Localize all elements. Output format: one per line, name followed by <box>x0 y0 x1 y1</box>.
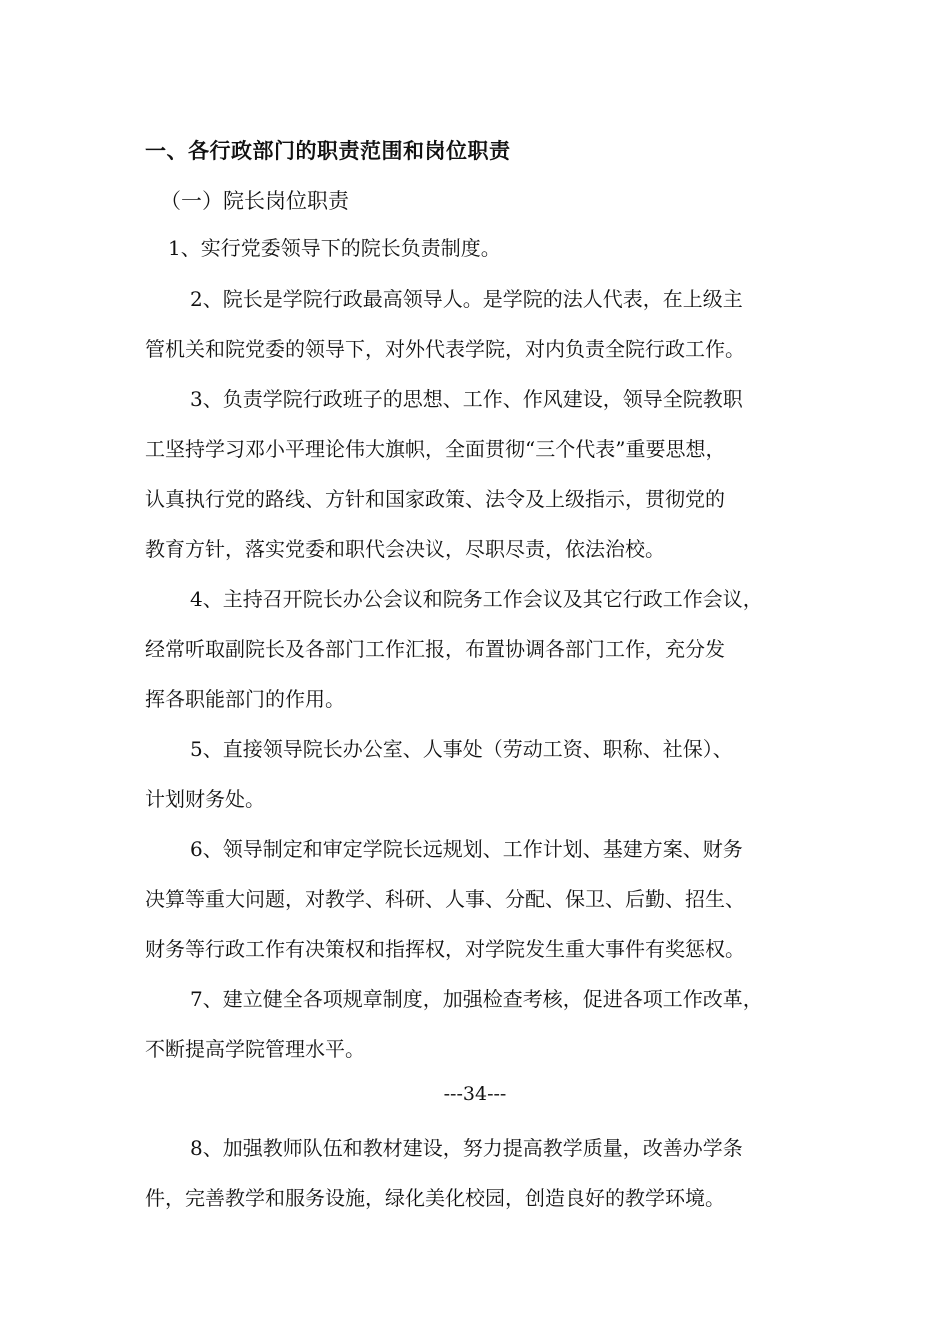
subsection-heading: （一）院长岗位职责 <box>160 189 349 213</box>
paragraph-line: 7、建立健全各项规章制度，加强检查考核，促进各项工作改革， <box>190 987 763 1011</box>
paragraph-line: 4、主持召开院长办公会议和院务工作会议及其它行政工作会议， <box>190 587 763 611</box>
paragraph-line: 8、加强教师队伍和教材建设，努力提高教学质量，改善办学条 <box>190 1136 743 1160</box>
paragraph-line: 不断提高学院管理水平。 <box>145 1037 365 1061</box>
paragraph-line: 2、院长是学院行政最高领导人。是学院的法人代表，在上级主 <box>190 287 743 311</box>
paragraph-line: 管机关和院党委的领导下，对外代表学院，对内负责全院行政工作。 <box>145 337 745 361</box>
paragraph-line: 计划财务处。 <box>145 787 265 811</box>
paragraph-line: 财务等行政工作有决策权和指挥权，对学院发生重大事件有奖惩权。 <box>145 937 745 961</box>
page-number: ---34--- <box>443 1083 507 1105</box>
section-heading: 一、各行政部门的职责范围和岗位职责 <box>145 139 511 163</box>
paragraph-line: 6、领导制定和审定学院长远规划、工作计划、基建方案、财务 <box>190 837 743 861</box>
paragraph-line: 挥各职能部门的作用。 <box>145 687 345 711</box>
paragraph-line: 决算等重大问题，对教学、科研、人事、分配、保卫、后勤、招生、 <box>145 887 745 911</box>
paragraph-line: 经常听取副院长及各部门工作汇报，布置协调各部门工作，充分发 <box>145 637 725 661</box>
paragraph-line: 5、直接领导院长办公室、人事处（劳动工资、职称、社保）、 <box>190 737 733 761</box>
paragraph-line: 教育方针，落实党委和职代会决议，尽职尽责，依法治校。 <box>145 537 665 561</box>
paragraph-line: 工坚持学习邓小平理论伟大旗帜，全面贯彻“三个代表”重要思想， <box>145 437 726 461</box>
paragraph-line: 认真执行党的路线、方针和国家政策、法令及上级指示，贯彻党的 <box>145 487 725 511</box>
paragraph-line: 件，完善教学和服务设施，绿化美化校园，创造良好的教学环境。 <box>145 1186 725 1210</box>
paragraph-line: 3、负责学院行政班子的思想、工作、作风建设，领导全院教职 <box>190 387 743 411</box>
paragraph-line: 1、实行党委领导下的院长负责制度。 <box>168 236 501 260</box>
